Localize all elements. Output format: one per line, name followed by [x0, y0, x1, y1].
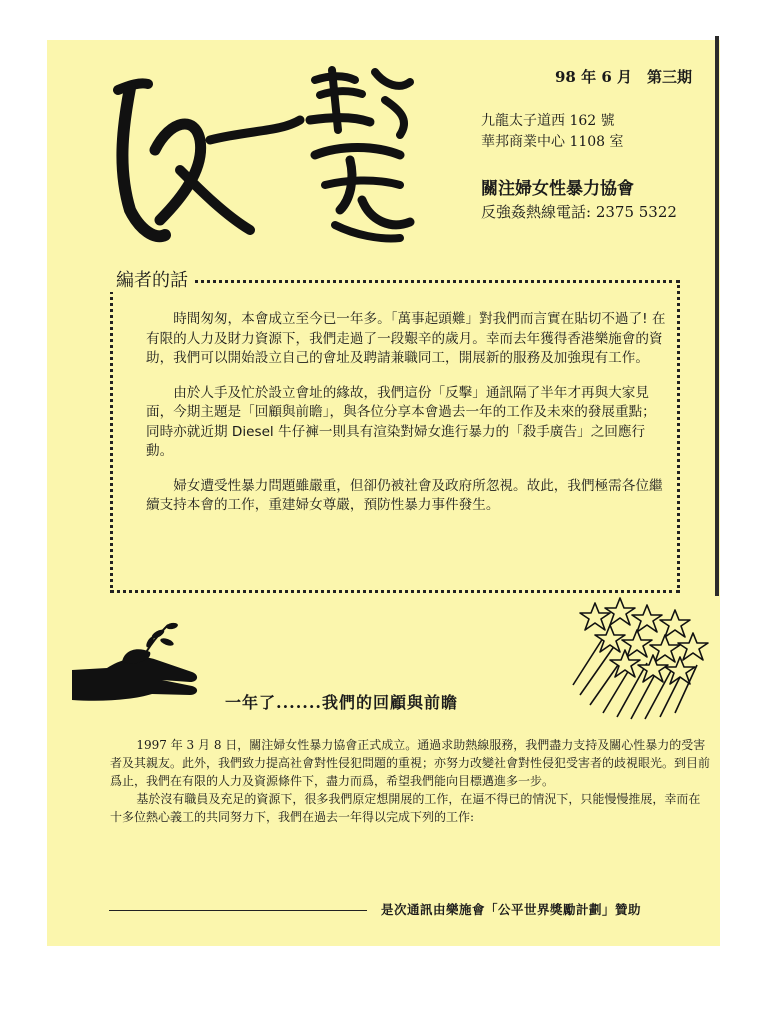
review-section-title: 一年了.......我們的回顧與前瞻: [225, 693, 458, 712]
address-line-2: 華邦商業中心 1108 室: [481, 134, 624, 150]
issue-date: 98 年 6 月 第三期: [555, 68, 692, 86]
sponsor-note: 是次通訊由樂施會「公平世界獎勵計劃」贊助: [381, 902, 642, 917]
stars-burst-icon: [565, 595, 710, 720]
footer-rule: [109, 910, 367, 911]
logo-text: 反擊: [100, 60, 102, 61]
editor-paragraph-2: 由於人手及忙於設立會址的緣故，我們這份「反擊」通訊隔了半年才再與大家見面，今期主題是「回顧與前瞻」，與各位分享本會過去一年的工作及未來的發展重點；同時亦就近期 Diesel 牛仔褲一則具有渲染對婦女進行暴力的「殺手廣告」之回應行動。: [146, 384, 656, 459]
page-edge-shadow: [715, 36, 719, 596]
organization-name: 關注婦女性暴力協會: [481, 179, 634, 199]
hand-with-sprout-icon: [72, 620, 202, 710]
masthead-logo: [100, 60, 430, 260]
review-paragraph-2: 基於沒有職員及充足的資源下，很多我們原定想開展的工作，在逼不得已的情況下，只能慢慢推展，幸而在十多位熱心義工的共同努力下，我們在過去一年得以完成下列的工作:: [110, 792, 701, 824]
editor-note-body: [146, 310, 666, 531]
editor-paragraph-1: 時間匆匆，本會成立至今已一年多。「萬事起頭難」對我們而言實在貼切不過了! 在有限的人力及財力資源下，我們走過了一段艱辛的歲月。幸而去年獲得香港樂施會的資助，我們可以開始設立自己的會址及聘請兼職同工，開展新的服務及加強現有工作。: [146, 311, 666, 366]
review-body: [110, 736, 710, 826]
editor-paragraph-3: 婦女遭受性暴力問題雖嚴重，但卻仍被社會及政府所忽視。故此，我們極需各位繼續支持本會的工作，重建婦女尊嚴，預防性暴力事件發生。: [146, 477, 663, 513]
review-paragraph-1: 1997 年 3 月 8 日，關注婦女性暴力協會正式成立。通過求助熱線服務，我們盡力支持及關心性暴力的受害者及其親友。此外，我們致力提高社會對性侵犯問題的重視；亦努力改變社會對性侵犯受害者的歧視眼光。到目前爲止，我們在有限的人力及資源條件下，盡力而爲，希望我們能向目標邁進多一步。: [110, 738, 711, 788]
address-line-1: 九龍太子道西 162 號: [481, 113, 615, 129]
editor-note-title: 編者的話: [110, 266, 194, 292]
hotline-number: 反強姦熱線電話: 2375 5322: [481, 203, 677, 221]
